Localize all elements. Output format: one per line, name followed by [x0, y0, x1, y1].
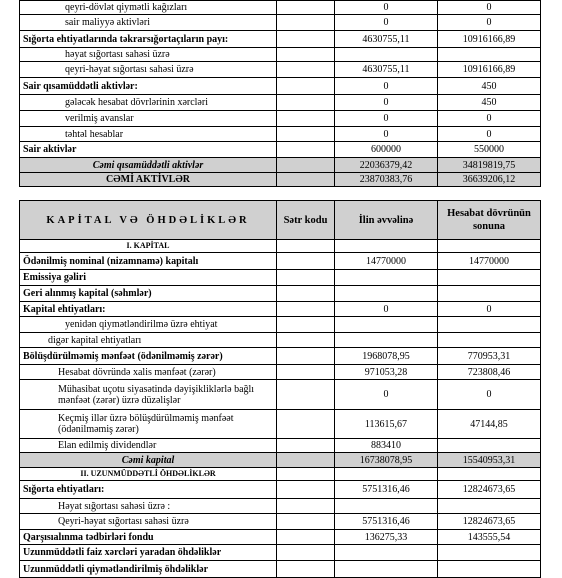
row-label: Uzunmüddətli qiymətləndirilmiş öhdəliklər [20, 561, 277, 578]
table-row [20, 530, 541, 545]
value-end [438, 545, 541, 561]
value-begin: 113615,67 [335, 410, 438, 439]
value-begin: 5751316,46 [335, 481, 438, 499]
row-code [277, 95, 335, 111]
table-row [20, 173, 541, 187]
row-label: Sığorta ehtiyatları: [20, 481, 277, 499]
row-label: verilmiş avanslar [20, 111, 277, 127]
value-begin [335, 545, 438, 561]
value-end: 0 [438, 127, 541, 142]
row-code [277, 410, 335, 439]
value-end: 550000 [438, 142, 541, 158]
capital-liabilities-table [19, 200, 541, 578]
row-label: Kapital ehtiyatları: [20, 302, 277, 317]
value-begin: 23870383,76 [335, 173, 438, 187]
value-end: 14770000 [438, 253, 541, 270]
table-row [20, 253, 541, 270]
value-begin [335, 48, 438, 62]
value-begin: 0 [335, 302, 438, 317]
value-end [438, 240, 541, 253]
row-label: Sair qısamüddətli aktivlər: [20, 78, 277, 95]
value-end [438, 270, 541, 286]
value-begin: 0 [335, 1, 438, 15]
value-end: 450 [438, 95, 541, 111]
value-end: 143555,54 [438, 530, 541, 545]
value-begin: 0 [335, 78, 438, 95]
table-row [20, 127, 541, 142]
row-label: Həyat sığortası sahəsi üzrə : [20, 499, 277, 514]
table-row [20, 499, 541, 514]
row-code [277, 348, 335, 365]
row-code [277, 561, 335, 578]
value-end: 12824673,65 [438, 481, 541, 499]
value-begin: 0 [335, 380, 438, 410]
row-label: qeyri-dövlət qiymətli kağızları [20, 1, 277, 15]
table-row [20, 95, 541, 111]
row-code [277, 499, 335, 514]
row-label: digər kapital ehtiyatları [20, 333, 277, 348]
table-row [20, 545, 541, 561]
row-label: sair maliyyə aktivləri [20, 15, 277, 31]
table-row [20, 302, 541, 317]
row-code [277, 62, 335, 78]
row-code [277, 439, 335, 453]
row-code [277, 15, 335, 31]
row-label: II. UZUNMÜDDƏTLİ ÖHDƏLİKLƏR [20, 468, 277, 481]
value-begin: 4630755,11 [335, 31, 438, 48]
row-label: Qarşısıalınma tədbirləri fondu [20, 530, 277, 545]
value-begin: 971053,28 [335, 365, 438, 380]
value-begin [335, 468, 438, 481]
row-label: Sair aktivlər [20, 142, 277, 158]
table-row [20, 561, 541, 578]
row-label: Sığorta ehtiyatlarında təkrarsığortaçıların payı: [20, 31, 277, 48]
value-begin: 5751316,46 [335, 514, 438, 530]
row-label: Mühasibat uçotu siyasətində dəyişikliklərlə bağlı mənfəət (zərər) üzrə düzəlişlər [20, 380, 277, 410]
table-row [20, 31, 541, 48]
header-year-begin: İlin əvvəlinə [335, 201, 438, 240]
value-end [438, 48, 541, 62]
row-label: qeyri-həyat sığortası sahəsi üzrə [20, 62, 277, 78]
table-row [20, 439, 541, 453]
table-row [20, 15, 541, 31]
row-label: həyat sığortası sahəsi üzrə [20, 48, 277, 62]
value-begin [335, 240, 438, 253]
table-row [20, 270, 541, 286]
value-begin [335, 270, 438, 286]
value-end: 0 [438, 15, 541, 31]
value-begin: 0 [335, 15, 438, 31]
table-row [20, 481, 541, 499]
row-code [277, 333, 335, 348]
value-end [438, 286, 541, 302]
row-code [277, 365, 335, 380]
table-row [20, 468, 541, 481]
table-row [20, 333, 541, 348]
row-code [277, 127, 335, 142]
row-label: gələcək hesabat dövrlərinin xərcləri [20, 95, 277, 111]
row-label: Cəmi kapital [20, 453, 277, 468]
header-title: KAPİTAL VƏ ÖHDƏLİKLƏR [20, 201, 277, 240]
row-code [277, 545, 335, 561]
value-begin: 0 [335, 111, 438, 127]
row-code [277, 240, 335, 253]
table-row [20, 1, 541, 15]
value-end: 0 [438, 380, 541, 410]
row-code [277, 1, 335, 15]
table-row [20, 348, 541, 365]
table-row [20, 48, 541, 62]
row-label: I. KAPİTAL [20, 240, 277, 253]
row-label: Uzunmüddətli faiz xərcləri yaradan öhdəliklər [20, 545, 277, 561]
row-code [277, 481, 335, 499]
value-end: 450 [438, 78, 541, 95]
header-period-end: Hesabat dövrünün sonuna [438, 201, 541, 240]
row-label: Bölüşdürülməmiş mənfəət (ödənilməmiş zərər) [20, 348, 277, 365]
row-code [277, 48, 335, 62]
row-code [277, 270, 335, 286]
row-code [277, 302, 335, 317]
row-label: təhtəl hesablar [20, 127, 277, 142]
value-begin: 136275,33 [335, 530, 438, 545]
row-code [277, 380, 335, 410]
value-begin: 22036379,42 [335, 158, 438, 173]
table-row [20, 286, 541, 302]
row-code [277, 78, 335, 95]
table-row [20, 158, 541, 173]
value-end: 47144,85 [438, 410, 541, 439]
value-begin: 883410 [335, 439, 438, 453]
table-row [20, 410, 541, 439]
value-end: 0 [438, 111, 541, 127]
table-row [20, 62, 541, 78]
value-begin [335, 333, 438, 348]
value-begin [335, 499, 438, 514]
table-row [20, 142, 541, 158]
row-label: Elan edilmiş dividendlər [20, 439, 277, 453]
assets-table [19, 0, 541, 187]
row-code [277, 317, 335, 333]
value-end: 15540953,31 [438, 453, 541, 468]
value-end [438, 499, 541, 514]
row-code [277, 142, 335, 158]
table-row [20, 240, 541, 253]
row-code [277, 530, 335, 545]
value-end: 10916166,89 [438, 62, 541, 78]
value-end: 36639206,12 [438, 173, 541, 187]
table-row [20, 514, 541, 530]
value-end: 34819819,75 [438, 158, 541, 173]
value-end: 10916166,89 [438, 31, 541, 48]
row-code [277, 31, 335, 48]
value-end: 0 [438, 1, 541, 15]
value-begin: 16738078,95 [335, 453, 438, 468]
value-end: 723808,46 [438, 365, 541, 380]
value-end: 12824673,65 [438, 514, 541, 530]
table-row [20, 453, 541, 468]
row-label: Geri alınmış kapital (səhmlər) [20, 286, 277, 302]
table-row [20, 78, 541, 95]
row-code [277, 468, 335, 481]
value-begin: 0 [335, 95, 438, 111]
row-code [277, 453, 335, 468]
value-end: 0 [438, 302, 541, 317]
row-code [277, 173, 335, 187]
value-end [438, 561, 541, 578]
value-begin [335, 317, 438, 333]
table-row [20, 380, 541, 410]
row-label: CƏMİ AKTİVLƏR [20, 173, 277, 187]
row-label: Cəmi qısamüddətli aktivlər [20, 158, 277, 173]
row-label: Emissiya gəliri [20, 270, 277, 286]
row-code [277, 286, 335, 302]
row-label: Qeyri-həyat sığortası sahəsi üzrə [20, 514, 277, 530]
row-label: Ödənilmiş nominal (nizamnamə) kapitalı [20, 253, 277, 270]
table-header-row [20, 201, 541, 240]
row-label: yenidən qiymətləndirilmə üzrə ehtiyat [20, 317, 277, 333]
row-code [277, 253, 335, 270]
table-row [20, 317, 541, 333]
row-label: Hesabat dövründə xalis mənfəət (zərər) [20, 365, 277, 380]
row-label: Keçmiş illər üzrə bölüşdürülməmiş mənfəət (ödənilməmiş zərər) [20, 410, 277, 439]
value-begin: 4630755,11 [335, 62, 438, 78]
value-begin: 14770000 [335, 253, 438, 270]
value-end: 770953,31 [438, 348, 541, 365]
value-end [438, 317, 541, 333]
row-code [277, 111, 335, 127]
value-end [438, 333, 541, 348]
value-begin [335, 561, 438, 578]
row-code [277, 514, 335, 530]
value-begin: 0 [335, 127, 438, 142]
value-begin [335, 286, 438, 302]
header-line-code: Sətr kodu [277, 201, 335, 240]
table-row [20, 365, 541, 380]
row-code [277, 158, 335, 173]
value-begin: 1968078,95 [335, 348, 438, 365]
table-row [20, 111, 541, 127]
value-end [438, 439, 541, 453]
value-begin: 600000 [335, 142, 438, 158]
value-end [438, 468, 541, 481]
